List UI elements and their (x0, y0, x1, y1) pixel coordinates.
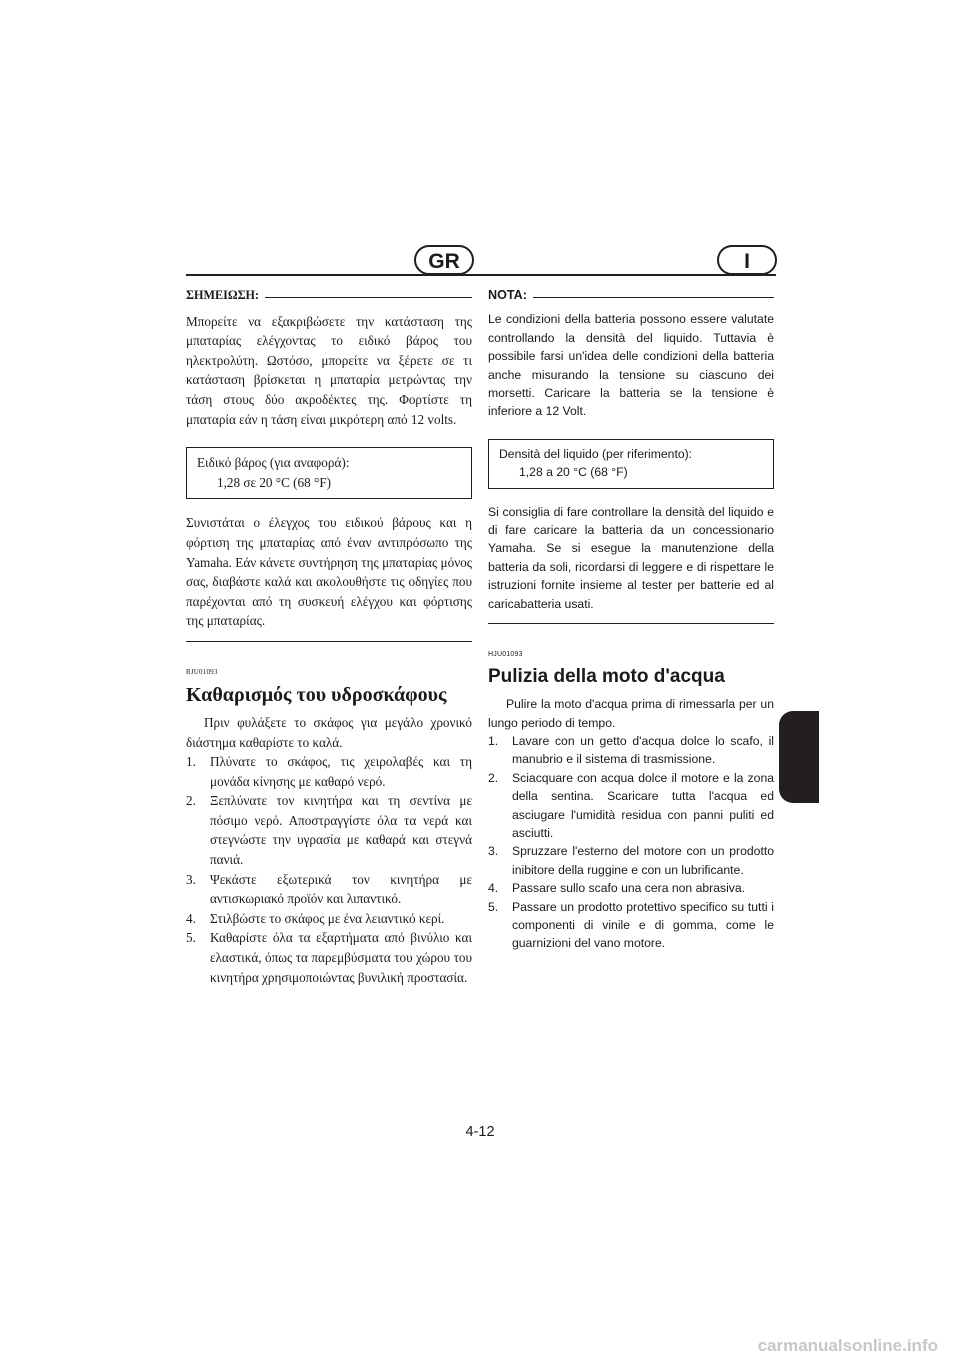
italian-spec-label: Densità del liquido (per riferimento): (499, 446, 693, 461)
step-number: 1. (488, 733, 499, 748)
step-text: Στιλβώστε το σκάφος με ένα λειαντικό κερί. (210, 910, 445, 926)
italian-note-text-2: Si consiglia di fare controllare la densità del liquido e di fare caricare la batteria da un concessionario Yamaha. Se si esegue la manutenzione della batteria da soli, ricordarsi di leggere e di rispettare le istruzioni fornite insieme al tester per batterie ed al caricabatteria usati. (488, 504, 774, 611)
step-number: 2. (488, 770, 499, 785)
page-number: 4-12 (465, 1124, 495, 1140)
watermark: carmanualsonline.info (757, 1336, 938, 1355)
greek-note-text: Μπορείτε να εξακριβώσετε την κατάσταση της μπαταρίας ελέγχοντας το ειδικό βάρος του ηλεκτρολύτη. Ωστόσο, μπορείτε να ξέρετε σε τι κατάσταση βρίσκεται η μπαταρία μετρώντας την τάση στους δύο ακροδέκτες της. Φορτίστε τη μπαταρία εάν η τάση είναι μικρότερη από 12 volts. (186, 313, 472, 427)
italian-note-text: Le condizioni della batteria possono essere valutate controllando la densità del liquido. Tuttavia è possibile farsi un'idea delle condizioni della batteria anche misurando la tensione su ciascuno dei morsetti. Caricare la batteria se la tensione è inferiore a 12 Volt. (488, 312, 774, 419)
greek-step (186, 791, 472, 869)
step-number: 3. (186, 871, 196, 887)
greek-intro: Πριν φυλάξετε το σκάφος για μεγάλο χρονικό διάστημα καθαρίστε το καλά. (186, 714, 472, 750)
greek-step (186, 870, 472, 909)
italian-note-label: NOTA: (488, 288, 527, 302)
step-text: Καθαρίστε όλα τα εξαρτήματα από βινύλιο και ελαστικά, όπως τα παρεμβύσματα του χώρου του κινητήρα χρησιμοποιώντας βυνιλική προστασία. (210, 930, 472, 985)
italian-column (488, 286, 774, 953)
greek-column (186, 286, 472, 987)
italian-step (488, 879, 774, 897)
step-number: 2. (186, 793, 196, 809)
greek-step (186, 928, 472, 987)
greek-step (186, 752, 472, 791)
greek-note-header (186, 286, 472, 306)
greek-steps (186, 752, 472, 987)
step-text: Sciacquare con acqua dolce il motore e la zona della sentina. Scaricare tutta l'acqua ed asciugare l'umidità residua con panni puliti ed asciutti. (512, 770, 774, 840)
step-text: Ψεκάστε εξωτερικά τον κινητήρα με αντισκωριακό προϊόν και λιπαντικό. (210, 871, 472, 907)
step-text: Passare un prodotto protettivo specifico su tutti i componenti di vinile e di gomma, come le guarnizioni del vano motore. (512, 899, 774, 951)
italian-note-header (488, 286, 774, 304)
step-number: 4. (488, 881, 499, 896)
language-badge-italian: I (717, 245, 777, 275)
greek-note-end-rule (186, 641, 472, 642)
step-number: 4. (186, 910, 196, 926)
header-rule (186, 274, 776, 276)
italian-intro: Pulire la moto d'acqua prima di rimessarla per un lungo periodo di tempo. (488, 697, 774, 730)
step-text: Passare sullo scafo una cera non abrasiva. (512, 881, 746, 896)
greek-note-text-2: Συνιστάται ο έλεγχος του ειδικού βάρους και η φόρτιση της μπαταρίας από έναν αντιπρόσωπο της Yamaha. Εάν κάνετε συντήρηση της μπαταρίας μόνος σας, διαβάστε καλά και ακολουθήστε τις οδηγίες που παρέχονται από τη συσκευή ελέγχου και φόρτισης της μπαταρίας. (186, 515, 472, 629)
step-number: 3. (488, 844, 499, 859)
italian-note-end-rule (488, 623, 774, 624)
step-number: 1. (186, 754, 196, 770)
greek-spec-value: 1,28 σε 20 °C (68 °F) (217, 474, 332, 490)
note-header-rule (265, 297, 472, 298)
italian-section-code: HJU01093 (488, 651, 523, 659)
step-text: Spruzzare l'esterno del motore con un prodotto inibitore della ruggine e con un lubrificante. (512, 844, 774, 877)
greek-section-code: RJU01093 (186, 667, 218, 676)
step-text: Πλύνατε το σκάφος, τις χειρολαβές και τη μονάδα κίνησης με καθαρό νερό. (210, 754, 472, 789)
italian-section-title: Pulizia della moto d'acqua (488, 666, 725, 688)
italian-step (488, 898, 774, 953)
step-number: 5. (186, 930, 196, 946)
chapter-side-tab (779, 711, 819, 803)
step-text: Lavare con un getto d'acqua dolce lo scafo, il manubrio e il sistema di trasmissione. (512, 733, 774, 767)
step-text: Ξεπλύνατε τον κινητήρα και τη σεντίνα με πόσιμο νερό. Αποστραγγίστε όλα τα νερά και στεγνώστε την υγρασία με καθαρά και στεγνά πανιά. (210, 793, 472, 868)
greek-section-title: Καθαρισμός του υδροσκάφους (186, 683, 447, 706)
greek-note-label: ΣΗΜΕΙΩΣΗ: (186, 288, 260, 302)
italian-step (488, 732, 774, 769)
italian-step (488, 769, 774, 843)
greek-spec-box (186, 447, 472, 499)
italian-spec-box (488, 439, 774, 489)
greek-spec-label: Ειδικό βάρος (για αναφορά): (197, 455, 350, 471)
language-badge-greek: GR (414, 245, 474, 275)
italian-spec-value: 1,28 a 20 °C (68 °F) (519, 465, 628, 480)
italian-steps (488, 732, 774, 953)
note-header-rule (533, 297, 774, 298)
greek-step (186, 909, 472, 929)
step-number: 5. (488, 899, 499, 914)
italian-step (488, 842, 774, 879)
